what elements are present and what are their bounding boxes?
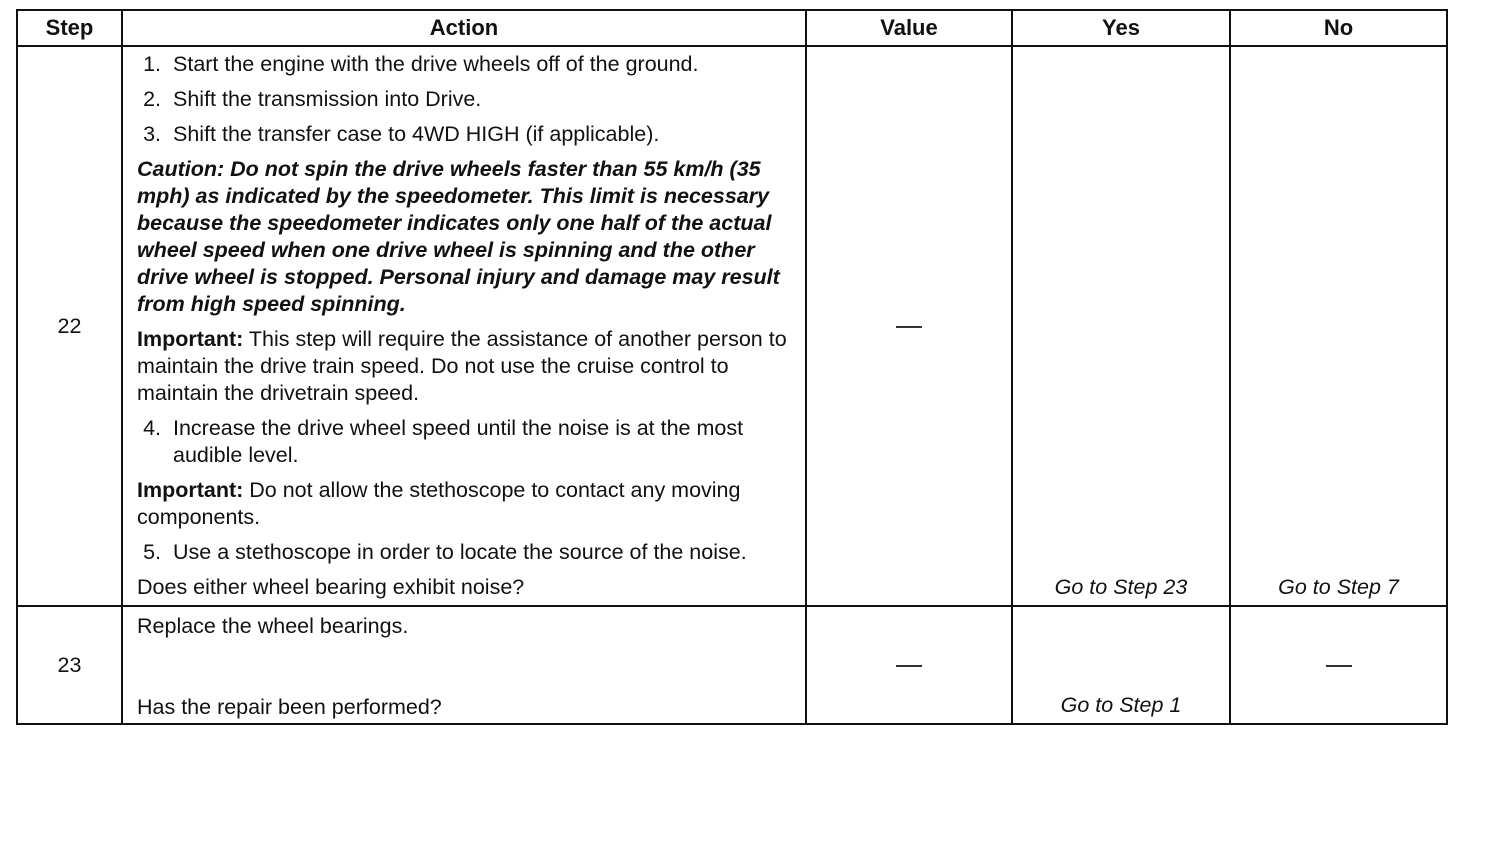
yes-cell — [1012, 46, 1230, 606]
yes-cell — [1012, 606, 1230, 724]
procedure-step-2: 2. Shift the transmission into Drive. — [167, 86, 797, 113]
no-cell — [1230, 46, 1447, 606]
important-text: Do not allow the stethoscope to contact any moving components. — [137, 478, 741, 529]
header-action: Action — [122, 10, 806, 46]
action-cell — [122, 606, 806, 724]
action-cell — [122, 46, 806, 606]
procedure-step-3: 3. Shift the transfer case to 4WD HIGH (if applicable). — [167, 121, 797, 148]
table-row-step-23 — [17, 606, 1447, 724]
step-number: 23 — [17, 606, 122, 724]
procedure-step-5: 5. Use a stethoscope in order to locate the source of the noise. — [167, 539, 797, 566]
procedure-list — [137, 51, 797, 148]
step-number: 22 — [17, 46, 122, 606]
value-cell — [806, 46, 1012, 606]
important-note-1 — [137, 326, 797, 407]
value-cell — [806, 606, 1012, 724]
header-value: Value — [806, 10, 1012, 46]
empty-dash — [896, 665, 922, 667]
procedure-step-1: 1. Start the engine with the drive wheels off of the ground. — [167, 51, 797, 78]
diagnostic-question: Does either wheel bearing exhibit noise? — [137, 575, 525, 599]
action-instruction: Replace the wheel bearings. — [137, 614, 409, 638]
yes-goto-link[interactable]: Go to Step 23 — [1054, 575, 1188, 599]
no-cell — [1230, 606, 1447, 724]
procedure-list-continued — [137, 415, 797, 469]
header-no: No — [1230, 10, 1447, 46]
header-row — [17, 10, 1447, 46]
table-row-step-22 — [17, 46, 1447, 606]
no-goto-link[interactable]: Go to Step 7 — [1278, 575, 1399, 599]
header-step: Step — [17, 10, 122, 46]
caution-note: Caution: Do not spin the drive wheels faster than 55 km/h (35 mph) as indicated by the speedometer. This limit is necessary because the speedometer indicates only one half of the actual wheel speed when one drive wheel is spinning and the other drive wheel is stopped. Personal injury and damage may result from high speed spinning. — [137, 157, 780, 316]
important-text: This step will require the assistance of another person to maintain the drive train speed. Do not use the cruise control to maintain the drivetrain speed. — [137, 327, 787, 405]
diagnostic-question: Has the repair been performed? — [137, 695, 442, 719]
important-label: Important: — [137, 478, 244, 502]
important-label: Important: — [137, 327, 244, 351]
procedure-step-4: 4. Increase the drive wheel speed until the noise is at the most audible level. — [167, 415, 797, 469]
empty-dash — [896, 326, 922, 328]
header-yes: Yes — [1012, 10, 1230, 46]
empty-dash — [1326, 665, 1352, 667]
yes-goto-link[interactable]: Go to Step 1 — [1060, 693, 1182, 717]
important-note-2 — [137, 477, 797, 531]
procedure-list-final — [137, 539, 797, 566]
diagnostic-table — [16, 9, 1448, 725]
